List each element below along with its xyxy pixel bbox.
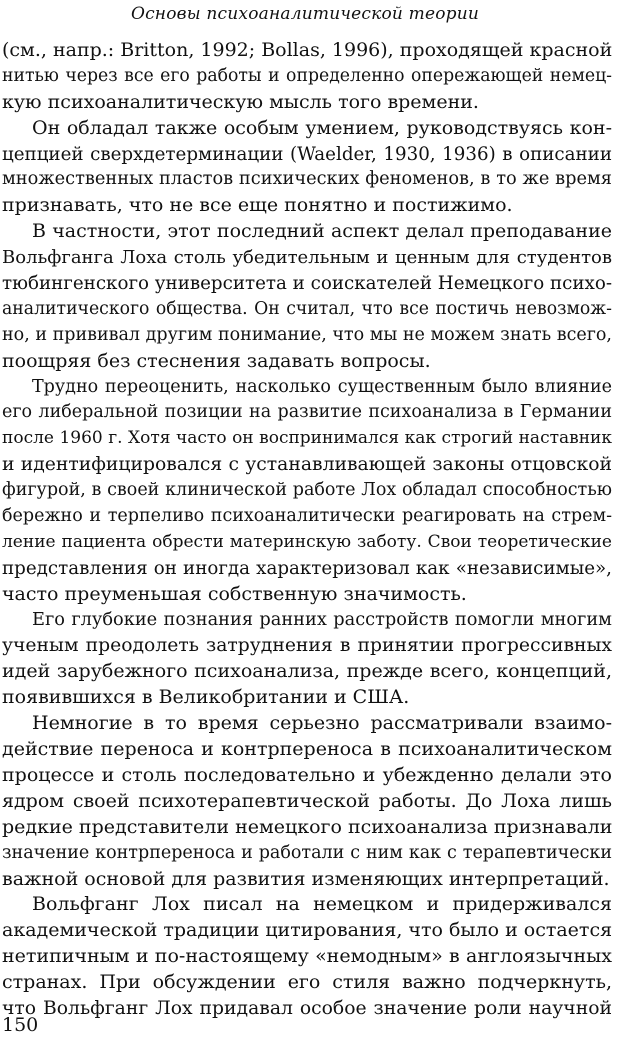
text-line: поощряя без стеснения задавать вопросы. bbox=[2, 349, 431, 372]
running-header: Основы психоаналитической теории bbox=[130, 4, 480, 24]
text-line: Вольфганг Лох писал на немецком и придерживался bbox=[32, 893, 612, 916]
text-line: важной основой для развития изменяющих интерпретаций. bbox=[2, 867, 610, 890]
text-line: Трудно переоценить, насколько существенным было влияние bbox=[32, 376, 612, 397]
text-line: что Вольфганг Лох придавал особое значение роли научной bbox=[2, 997, 612, 1019]
text-line: фигурой, в своей клинической работе Лох обладал способностью bbox=[2, 480, 612, 501]
text-line: кую психоаналитическую мысль того времени. bbox=[2, 90, 479, 113]
text-line: множественных пластов психических феноменов, в то же время bbox=[2, 169, 612, 190]
text-line: представления он иногда характеризовал как «независимые», bbox=[2, 557, 612, 579]
text-line: процессе и столь последовательно и убежденно делали это bbox=[2, 763, 612, 786]
text-line: нетипичным и по-настоящему «немодным» в англоязычных bbox=[2, 945, 612, 968]
text-line: и идентифицировался с устанавливающей законы отцовской bbox=[2, 454, 612, 476]
text-line: странах. При обсуждении его стиля важно подчеркнуть, bbox=[2, 971, 612, 994]
text-line: часто преуменьшая собственную значимость. bbox=[2, 582, 467, 605]
text-line: ление пациента обрести материнскую заботу. Свои теоретические bbox=[2, 531, 612, 552]
text-line: действие переноса и контрпереноса в психоаналитическом bbox=[2, 738, 612, 761]
text-line: Немногие в то время серьезно рассматривали взаимо- bbox=[32, 712, 612, 735]
text-line: (см., напр.: Britton, 1992; Bollas, 1996), проходящей красной bbox=[2, 39, 613, 61]
body-text bbox=[2, 38, 612, 1022]
text-line: бережно и терпеливо психоаналитически реагировать на стрем- bbox=[2, 506, 612, 527]
text-line: значение контрпереноса и работали с ним как с терапевтически bbox=[2, 842, 612, 863]
page-number: 150 bbox=[2, 1014, 39, 1036]
text-line: но, и прививал другим понимание, что мы не можем знать всего, bbox=[2, 324, 612, 345]
text-line: Его глубокие познания ранних расстройств помогли многим bbox=[32, 609, 612, 630]
text-line: нитью через все его работы и определенно опережающей немец- bbox=[2, 65, 612, 86]
text-line: тюбингенского университета и соискателей Немецкого психо- bbox=[2, 273, 612, 295]
text-line: академической традиции цитирования, что было и остается bbox=[2, 919, 613, 942]
text-line: признавать, что не все еще понятно и постижимо. bbox=[2, 194, 513, 217]
text-line: после 1960 г. Хотя часто он воспринимался как строгий наставник bbox=[2, 428, 612, 449]
text-line: идей зарубежного психоанализа, прежде всего, концепций, bbox=[2, 660, 612, 683]
text-line: Вольфганга Лоха столь убедительным и ценным для студентов bbox=[2, 247, 612, 269]
text-line: появившихся в Великобритании и США. bbox=[2, 686, 410, 709]
text-line: аналитического общества. Он считал, что все постичь невозмож- bbox=[2, 298, 612, 319]
text-line: цепцией сверхдетерминации (Waelder, 1930, 1936) в описании bbox=[2, 143, 612, 165]
text-line: В частности, этот последний аспект делал преподавание bbox=[32, 220, 612, 243]
text-line: редкие представители немецкого психоанализа признавали bbox=[2, 815, 613, 838]
text-line: его либеральной позиции на развитие психоанализа в Германии bbox=[2, 402, 612, 423]
text-line: Он обладал также особым умением, руководствуясь кон- bbox=[32, 116, 612, 139]
text-line: ученым преодолеть затруднения в принятии прогрессивных bbox=[2, 635, 612, 657]
text-line: ядром своей психотерапевтической работы. До Лоха лишь bbox=[2, 789, 612, 812]
